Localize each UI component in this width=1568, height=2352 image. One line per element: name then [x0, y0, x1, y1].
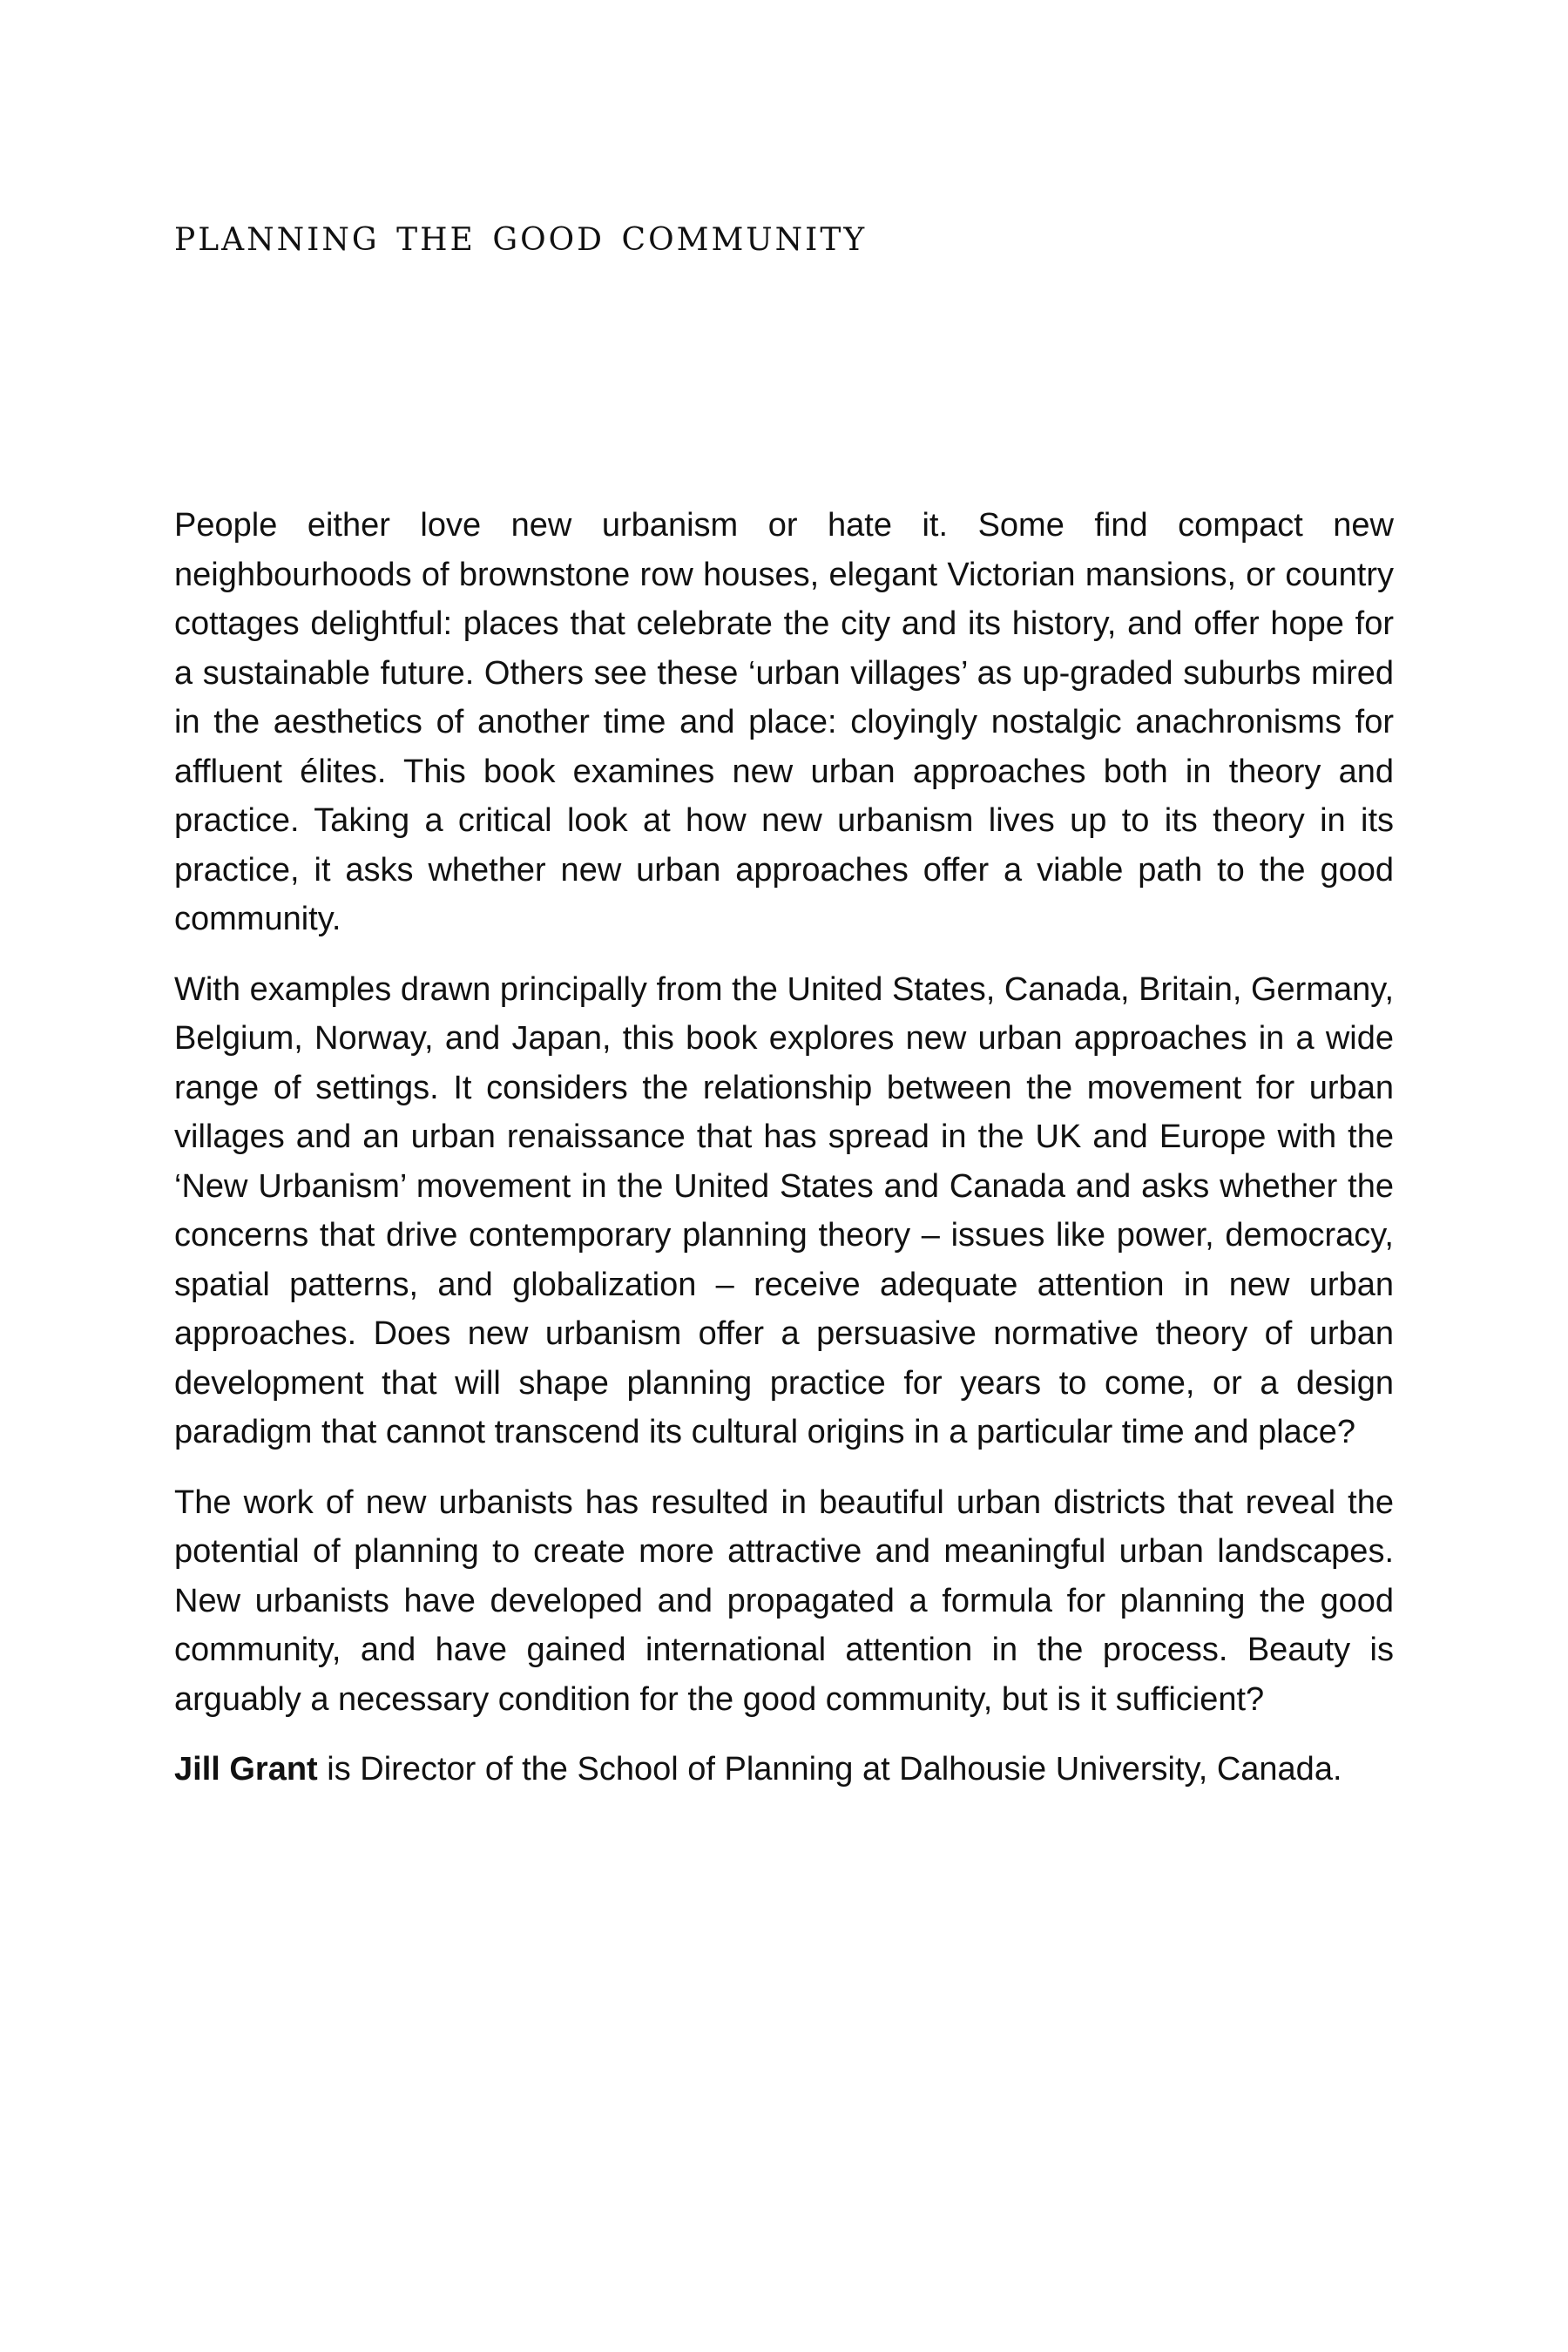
- blurb-paragraph-2: With examples drawn principally from the United States, Canada, Britain, Germany, Belgium, Norway, and Japan, this book explores new urban approaches in a wide range of settings. It considers the relationship between the movement for urban villages and an urban renaissance that has spread in the UK and Europe with the ‘New Urbanism’ movement in the United States and Canada and asks whether the concerns that drive contemporary planning theory – issues like power, democracy, spatial patterns, and globalization – receive adequate attention in new urban approaches. Does new urbanism offer a persuasive normative theory of urban development that will shape planning practice for years to come, or a design paradigm that cannot transcend its cultural origins in a particular time and place?: [174, 970, 1394, 1450]
- blurb-paragraph-3: The work of new urbanists has resulted in beautiful urban districts that reveal the potential of planning to create more attractive and meaningful urban landscapes. New urbanists have developed and propagated a formula for planning the good community, and have gained international attention in the process. Beauty is arguably a necessary condition for the good community, but is it sufficient?: [174, 1484, 1394, 1718]
- author-bio: [174, 1745, 1394, 1794]
- blurb-text: [174, 501, 1394, 1815]
- page-title: planning the good community: [174, 209, 868, 261]
- author-bio-text: is Director of the School of Planning at Dalhousie University, Canada.: [317, 1751, 1342, 1788]
- author-name: Jill Grant: [174, 1751, 318, 1788]
- blurb-paragraph-1: People either love new urbanism or hate it. Some find compact new neighbourhoods of brownstone row houses, elegant Victorian mansions, or country cottages delightful: places that celebrate the city and its history, and offer hope for a sustainable future. Others see these ‘urban villages’ as up-graded suburbs mired in the aesthetics of another time and place: cloyingly nostalgic anachronisms for affluent élites. This book examines new urban approaches both in theory and practice. Taking a critical look at how new urbanism lives up to its theory in its practice, it asks whether new urban approaches offer a viable path to the good community.: [174, 507, 1394, 937]
